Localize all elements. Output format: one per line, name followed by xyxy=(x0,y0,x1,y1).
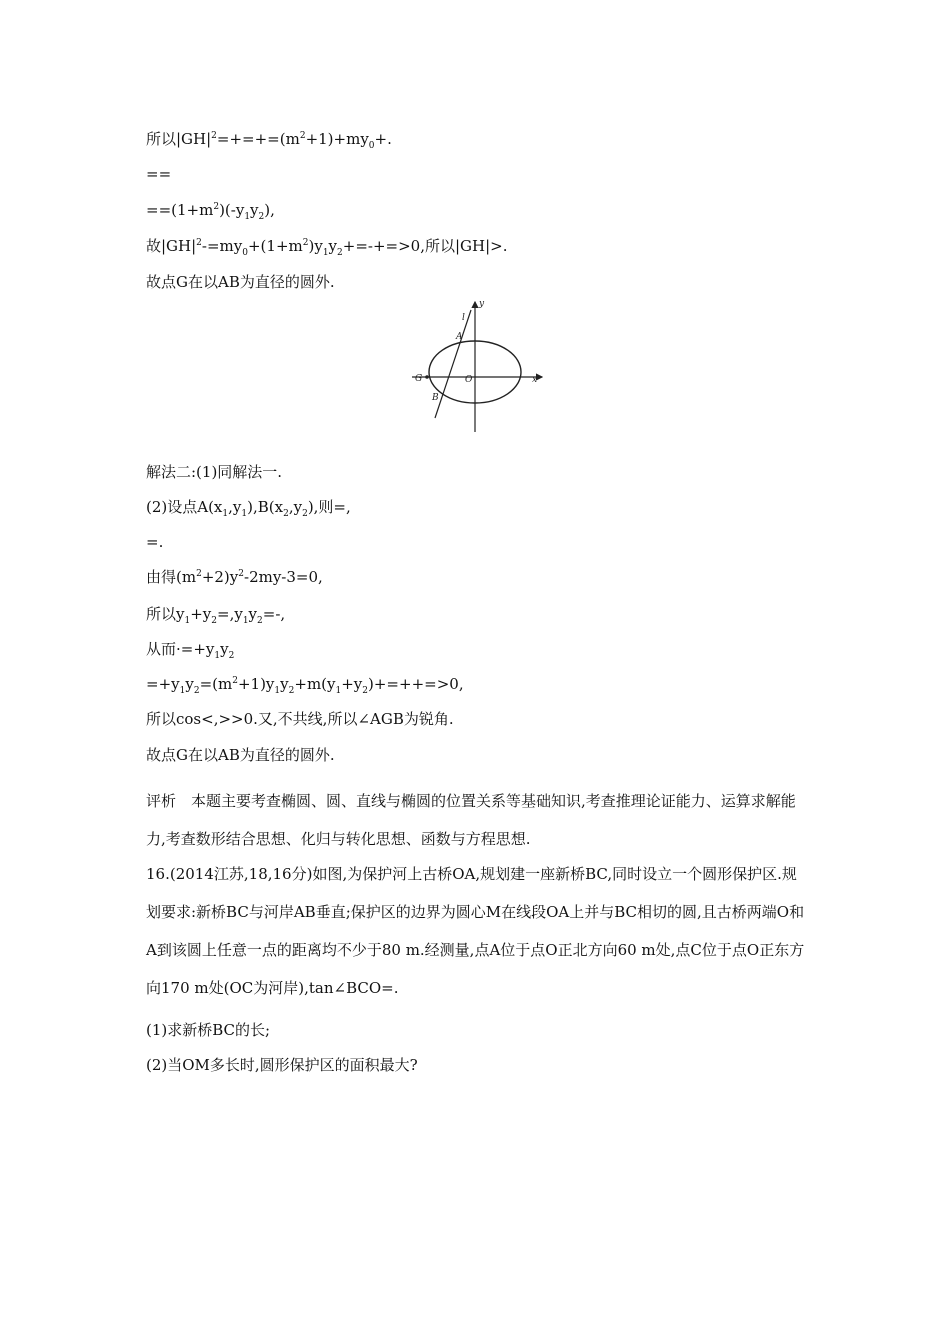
text-line-14: 故点G在以AB为直径的圆外. xyxy=(146,746,335,764)
text-paragraph-analysis: 评析 本题主要考查椭圆、圆、直线与椭圆的位置关系等基础知识,考查推理论证能力、运算求解能力,考查数形结合思想、化归与转化思想、函数与方程思想. xyxy=(146,792,796,848)
text-line-5: 故点G在以AB为直径的圆外. xyxy=(146,273,335,291)
line-l-label: l xyxy=(462,313,465,323)
point-b-label: B xyxy=(432,393,439,403)
text-line-17: (1)求新桥BC的长; xyxy=(146,1021,271,1039)
text-line-9: 由得$(m^2+2)y^2-2my-3=0$, xyxy=(146,568,323,586)
text-line-11: 从而$\cdot=+y_1y_2$ xyxy=(146,640,235,661)
text-line-7: (2)设点$A(x_1,y_1),B(x_2,y_2)$,则=, xyxy=(146,498,351,519)
text-line-6: 解法二:(1)同解法一. xyxy=(146,463,283,481)
x-axis-label: x xyxy=(532,375,538,385)
origin-label: O xyxy=(465,375,473,385)
text-line-13: 所以cos<,>>0.又,不共线,所以∠AGB为锐角. xyxy=(146,710,454,728)
ellipse-figure xyxy=(404,296,552,436)
point-g-label: G xyxy=(415,374,423,384)
y-axis-label: y xyxy=(479,299,485,309)
text-line-4: 故$|GH|^2-=my_0+(1+m^2)y_1y_2+=-+=>0$,所以|GH|>. xyxy=(146,237,508,258)
point-g xyxy=(425,375,429,379)
text-line-2: == xyxy=(146,165,172,183)
text-line-12: $=+y_1y_2=(m^2+1)y_1y_2+m(y_1+y_2)+=++=>0$, xyxy=(146,675,464,696)
text-line-1: 所以$|GH|^2=+=+=(m^2+1)+my_0+$. xyxy=(146,130,392,151)
text-line-10: 所以$y_1+y_2=,y_1y_2=-$, xyxy=(146,605,286,626)
text-line-18: (2)当OM多长时,圆形保护区的面积最大? xyxy=(146,1056,418,1074)
point-a-label: A xyxy=(456,332,463,342)
text-line-3: $==(1+m^2)(-y_1y_2)$, xyxy=(146,201,275,222)
text-paragraph-problem-16: 16.(2014江苏,18,16分)如图,为保护河上古桥OA,规划建一座新桥BC,同时设立一个圆形保护区.规划要求:新桥BC与河岸AB垂直;保护区的边界为圆心M在线段OA上并与BC相切的圆,且古桥两端O和A到该圆上任意一点的距离均不少于80 m.经测量,点A位于点O正北方向60 m处,点C位于点O正东方向170 m处(OC为河岸),tan∠BCO=. xyxy=(146,865,805,997)
text-line-8: =. xyxy=(146,533,164,551)
